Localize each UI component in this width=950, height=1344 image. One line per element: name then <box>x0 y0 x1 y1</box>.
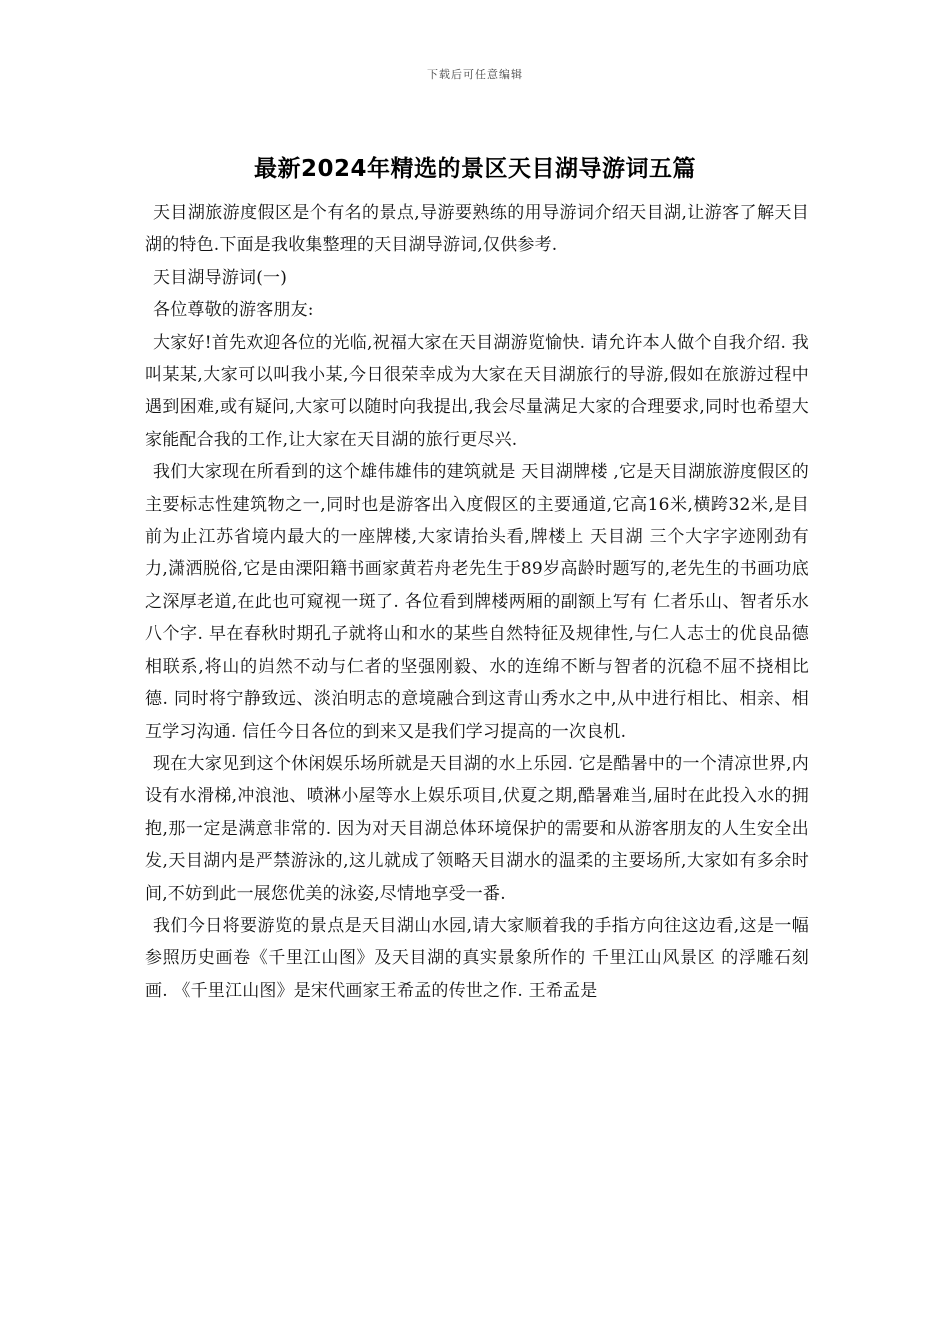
header-note: 下载后可任意编辑 <box>427 68 523 81</box>
body-paragraph: 我们今日将要游览的景点是天目湖山水园,请大家顺着我的手指方向往这边看,这是一幅参照历史画卷《千里江山图》及天目湖的真实景象所作的 千里江山风景区 的浮雕石刻画. 《千里江山图》是宋代画家王希孟的传世之作. 王希孟是 <box>145 915 809 1001</box>
greeting-line: 各位尊敬的游客朋友: <box>153 300 314 321</box>
document-body <box>145 197 809 1007</box>
page-title: 最新2024年精选的景区天目湖导游词五篇 <box>253 156 696 182</box>
intro-paragraph: 天目湖旅游度假区是个有名的景点,导游要熟练的用导游词介绍天目湖,让游客了解天目湖的特色.下面是我收集整理的天目湖导游词,仅供参考. <box>145 203 809 256</box>
body-paragraph: 现在大家见到这个休闲娱乐场所就是天目湖的水上乐园. 它是酷暑中的一个清凉世界,内设有水滑梯,冲浪池、喷淋小屋等水上娱乐项目,伏夏之期,酷暑难当,届时在此投入水的拥抱,那一定是满意非常的. 因为对天目湖总体环境保护的需要和从游客朋友的人生安全出发,天目湖内是严禁游泳的,这儿就成了领略天目湖水的温柔的主要场所,大家如有多余时间,不妨到此一展您优美的泳姿,尽情地享受一番. <box>145 753 809 904</box>
body-paragraph: 大家好!首先欢迎各位的光临,祝福大家在天目湖游览愉快. 请允许本人做个自我介绍. 我叫某某,大家可以叫我小某,今日很荣幸成为大家在天目湖旅行的导游,假如在旅游过程中遇到困难,或有疑问,大家可以随时向我提出,我会尽量满足大家的合理要求,同时也希望大家能配合我的工作,让大家在天目湖的旅行更尽兴. <box>145 332 809 450</box>
body-paragraph: 我们大家现在所看到的这个雄伟雄伟的建筑就是 天目湖牌楼 ,它是天目湖旅游度假区的主要标志性建筑物之一,同时也是游客出入度假区的主要通道,它高16米,横跨32米,是目前为止江苏省境内最大的一座牌楼,大家请抬头看,牌楼上 天目湖 三个大字字迹刚劲有力,潇洒脱俗,它是由溧阳籍书画家黄若舟老先生于89岁高龄时题写的,老先生的书画功底之深厚老道,在此也可窥视一斑了. 各位看到牌楼两厢的副额上写有 仁者乐山、智者乐水 八个字. 早在春秋时期孔子就将山和水的某些自然特征及规律性,与仁人志士的优良品德相联系,将山的岿然不动与仁者的坚强刚毅、水的连绵不断与智者的沉稳不屈不挠相比德. 同时将宁静致远、淡泊明志的意境融合到这青山秀水之中,从中进行相比、相亲、相互学习沟通. 信任今日各位的到来又是我们学习提高的一次良机. <box>145 462 809 742</box>
section-heading: 天目湖导游词(一) <box>153 267 288 288</box>
